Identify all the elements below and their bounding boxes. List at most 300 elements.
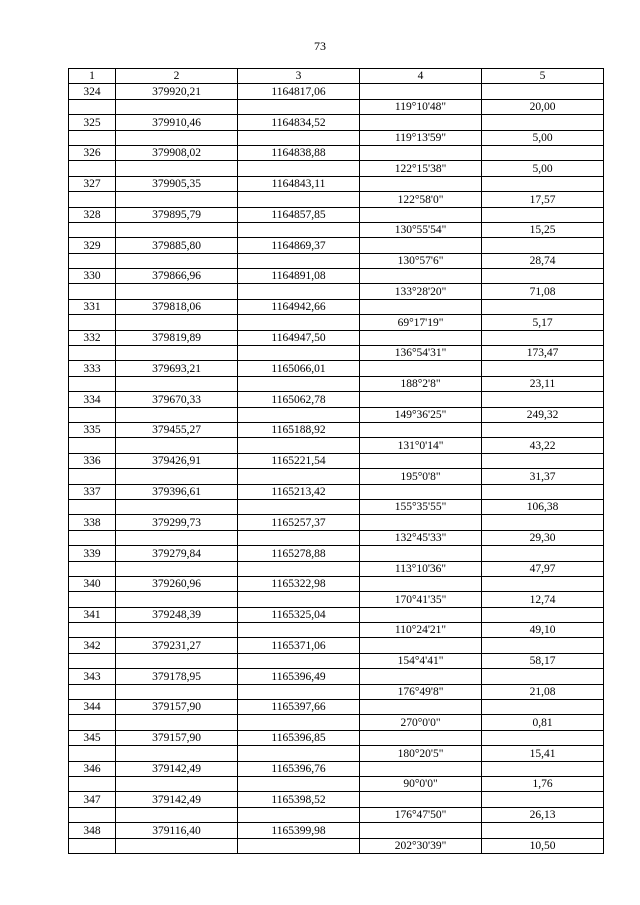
empty-cell: [69, 222, 116, 237]
distance-cell: 5,00: [482, 161, 604, 176]
segment-row: [69, 438, 604, 453]
coordinates-table: [68, 68, 604, 854]
empty-cell: [482, 453, 604, 468]
point-row: [69, 392, 604, 407]
empty-cell: [238, 376, 360, 391]
direction-angle-cell: 130°55'54": [360, 222, 482, 237]
segment-row: [69, 376, 604, 391]
point-number-cell: 336: [69, 453, 116, 468]
distance-cell: 20,00: [482, 99, 604, 114]
empty-cell: [238, 407, 360, 422]
y-coordinate-cell: 1165062,78: [238, 392, 360, 407]
point-number-cell: 333: [69, 361, 116, 376]
segment-row: [69, 130, 604, 145]
empty-cell: [238, 807, 360, 822]
x-coordinate-cell: 379157,90: [116, 730, 238, 745]
empty-cell: [360, 269, 482, 284]
point-number-cell: 325: [69, 115, 116, 130]
point-row: [69, 730, 604, 745]
empty-cell: [482, 515, 604, 530]
empty-cell: [238, 284, 360, 299]
point-number-cell: 327: [69, 176, 116, 191]
empty-cell: [482, 238, 604, 253]
distance-cell: 15,41: [482, 746, 604, 761]
empty-cell: [482, 823, 604, 838]
distance-cell: 17,57: [482, 192, 604, 207]
y-coordinate-cell: 1165371,06: [238, 638, 360, 653]
segment-row: [69, 284, 604, 299]
direction-angle-cell: 155°35'55": [360, 499, 482, 514]
y-coordinate-cell: 1165322,98: [238, 576, 360, 591]
point-row: [69, 484, 604, 499]
y-coordinate-cell: 1164857,85: [238, 207, 360, 222]
empty-cell: [360, 669, 482, 684]
empty-cell: [360, 238, 482, 253]
point-number-cell: 328: [69, 207, 116, 222]
empty-cell: [69, 715, 116, 730]
empty-cell: [116, 623, 238, 638]
empty-cell: [482, 607, 604, 622]
distance-cell: 0,81: [482, 715, 604, 730]
empty-cell: [360, 115, 482, 130]
empty-cell: [69, 99, 116, 114]
empty-cell: [360, 546, 482, 561]
empty-cell: [482, 422, 604, 437]
empty-cell: [69, 561, 116, 576]
x-coordinate-cell: 379142,49: [116, 792, 238, 807]
empty-cell: [360, 484, 482, 499]
empty-cell: [360, 515, 482, 530]
empty-cell: [69, 838, 116, 853]
empty-cell: [116, 746, 238, 761]
empty-cell: [360, 453, 482, 468]
direction-angle-cell: 170°41'35": [360, 592, 482, 607]
segment-row: [69, 623, 604, 638]
empty-cell: [69, 253, 116, 268]
x-coordinate-cell: 379819,89: [116, 330, 238, 345]
empty-cell: [69, 530, 116, 545]
empty-cell: [482, 361, 604, 376]
y-coordinate-cell: 1165397,66: [238, 700, 360, 715]
point-number-cell: 345: [69, 730, 116, 745]
empty-cell: [238, 746, 360, 761]
point-row: [69, 515, 604, 530]
column-header-1: 1: [69, 69, 116, 84]
point-number-cell: 343: [69, 669, 116, 684]
empty-cell: [360, 607, 482, 622]
x-coordinate-cell: 379818,06: [116, 299, 238, 314]
segment-row: [69, 99, 604, 114]
empty-cell: [482, 730, 604, 745]
empty-cell: [116, 99, 238, 114]
empty-cell: [238, 592, 360, 607]
point-row: [69, 669, 604, 684]
x-coordinate-cell: 379142,49: [116, 761, 238, 776]
point-number-cell: 329: [69, 238, 116, 253]
y-coordinate-cell: 1164838,88: [238, 145, 360, 160]
direction-angle-cell: 270°0'0": [360, 715, 482, 730]
empty-cell: [116, 838, 238, 853]
empty-cell: [360, 84, 482, 99]
point-row: [69, 84, 604, 99]
empty-cell: [238, 161, 360, 176]
x-coordinate-cell: 379910,46: [116, 115, 238, 130]
segment-row: [69, 746, 604, 761]
empty-cell: [360, 700, 482, 715]
empty-cell: [360, 730, 482, 745]
empty-cell: [116, 438, 238, 453]
point-row: [69, 207, 604, 222]
point-row: [69, 607, 604, 622]
direction-angle-cell: 122°15'38": [360, 161, 482, 176]
empty-cell: [69, 499, 116, 514]
x-coordinate-cell: 379455,27: [116, 422, 238, 437]
point-row: [69, 761, 604, 776]
empty-cell: [238, 838, 360, 853]
distance-cell: 49,10: [482, 623, 604, 638]
distance-cell: 47,97: [482, 561, 604, 576]
empty-cell: [69, 746, 116, 761]
empty-cell: [360, 638, 482, 653]
segment-row: [69, 653, 604, 668]
segment-row: [69, 469, 604, 484]
point-number-cell: 326: [69, 145, 116, 160]
point-row: [69, 361, 604, 376]
empty-cell: [238, 192, 360, 207]
distance-cell: 28,74: [482, 253, 604, 268]
empty-cell: [482, 392, 604, 407]
point-number-cell: 340: [69, 576, 116, 591]
x-coordinate-cell: 379866,96: [116, 269, 238, 284]
empty-cell: [482, 269, 604, 284]
segment-row: [69, 407, 604, 422]
x-coordinate-cell: 379670,33: [116, 392, 238, 407]
empty-cell: [360, 361, 482, 376]
y-coordinate-cell: 1164891,08: [238, 269, 360, 284]
direction-angle-cell: 113°10'36": [360, 561, 482, 576]
empty-cell: [69, 161, 116, 176]
y-coordinate-cell: 1165221,54: [238, 453, 360, 468]
empty-cell: [238, 623, 360, 638]
segment-row: [69, 346, 604, 361]
empty-cell: [116, 776, 238, 791]
empty-cell: [482, 145, 604, 160]
segment-row: [69, 253, 604, 268]
column-header-5: 5: [482, 69, 604, 84]
point-row: [69, 269, 604, 284]
x-coordinate-cell: 379279,84: [116, 546, 238, 561]
distance-cell: 21,08: [482, 684, 604, 699]
y-coordinate-cell: 1165396,49: [238, 669, 360, 684]
empty-cell: [482, 669, 604, 684]
empty-cell: [116, 592, 238, 607]
point-row: [69, 546, 604, 561]
y-coordinate-cell: 1165213,42: [238, 484, 360, 499]
empty-cell: [69, 623, 116, 638]
y-coordinate-cell: 1165399,98: [238, 823, 360, 838]
distance-cell: 71,08: [482, 284, 604, 299]
y-coordinate-cell: 1165257,37: [238, 515, 360, 530]
x-coordinate-cell: 379116,40: [116, 823, 238, 838]
y-coordinate-cell: 1165398,52: [238, 792, 360, 807]
empty-cell: [482, 792, 604, 807]
empty-cell: [116, 469, 238, 484]
empty-cell: [360, 392, 482, 407]
direction-angle-cell: 119°10'48": [360, 99, 482, 114]
point-row: [69, 422, 604, 437]
x-coordinate-cell: 379693,21: [116, 361, 238, 376]
empty-cell: [116, 161, 238, 176]
distance-cell: 23,11: [482, 376, 604, 391]
x-coordinate-cell: 379299,73: [116, 515, 238, 530]
empty-cell: [238, 684, 360, 699]
point-number-cell: 324: [69, 84, 116, 99]
empty-cell: [482, 299, 604, 314]
segment-row: [69, 499, 604, 514]
y-coordinate-cell: 1164834,52: [238, 115, 360, 130]
empty-cell: [69, 346, 116, 361]
y-coordinate-cell: 1165278,88: [238, 546, 360, 561]
direction-angle-cell: 188°2'8": [360, 376, 482, 391]
point-number-cell: 331: [69, 299, 116, 314]
point-number-cell: 344: [69, 700, 116, 715]
distance-cell: 29,30: [482, 530, 604, 545]
segment-row: [69, 561, 604, 576]
direction-angle-cell: 130°57'6": [360, 253, 482, 268]
empty-cell: [116, 653, 238, 668]
point-number-cell: 332: [69, 330, 116, 345]
empty-cell: [482, 484, 604, 499]
point-number-cell: 339: [69, 546, 116, 561]
point-row: [69, 115, 604, 130]
x-coordinate-cell: 379895,79: [116, 207, 238, 222]
empty-cell: [238, 438, 360, 453]
segment-row: [69, 315, 604, 330]
direction-angle-cell: 180°20'5": [360, 746, 482, 761]
segment-row: [69, 776, 604, 791]
empty-cell: [69, 130, 116, 145]
empty-cell: [238, 653, 360, 668]
x-coordinate-cell: 379908,02: [116, 145, 238, 160]
point-row: [69, 576, 604, 591]
column-header-4: 4: [360, 69, 482, 84]
empty-cell: [69, 592, 116, 607]
empty-cell: [238, 715, 360, 730]
x-coordinate-cell: 379260,96: [116, 576, 238, 591]
y-coordinate-cell: 1164947,50: [238, 330, 360, 345]
direction-angle-cell: 119°13'59": [360, 130, 482, 145]
column-header-3: 3: [238, 69, 360, 84]
direction-angle-cell: 136°54'31": [360, 346, 482, 361]
distance-cell: 10,50: [482, 838, 604, 853]
point-row: [69, 238, 604, 253]
empty-cell: [116, 530, 238, 545]
distance-cell: 249,32: [482, 407, 604, 422]
empty-cell: [238, 561, 360, 576]
empty-cell: [360, 299, 482, 314]
distance-cell: 31,37: [482, 469, 604, 484]
segment-row: [69, 222, 604, 237]
point-row: [69, 792, 604, 807]
point-row: [69, 330, 604, 345]
direction-angle-cell: 110°24'21": [360, 623, 482, 638]
point-row: [69, 453, 604, 468]
segment-row: [69, 715, 604, 730]
empty-cell: [482, 176, 604, 191]
direction-angle-cell: 69°17'19": [360, 315, 482, 330]
point-row: [69, 145, 604, 160]
empty-cell: [69, 807, 116, 822]
empty-cell: [238, 346, 360, 361]
distance-cell: 26,13: [482, 807, 604, 822]
empty-cell: [69, 469, 116, 484]
empty-cell: [482, 638, 604, 653]
empty-cell: [116, 346, 238, 361]
x-coordinate-cell: 379248,39: [116, 607, 238, 622]
empty-cell: [360, 176, 482, 191]
point-row: [69, 299, 604, 314]
empty-cell: [360, 145, 482, 160]
y-coordinate-cell: 1165066,01: [238, 361, 360, 376]
point-row: [69, 823, 604, 838]
empty-cell: [482, 115, 604, 130]
distance-cell: 5,17: [482, 315, 604, 330]
point-number-cell: 337: [69, 484, 116, 499]
empty-cell: [116, 715, 238, 730]
direction-angle-cell: 176°47'50": [360, 807, 482, 822]
point-number-cell: 334: [69, 392, 116, 407]
y-coordinate-cell: 1164869,37: [238, 238, 360, 253]
empty-cell: [69, 192, 116, 207]
point-number-cell: 335: [69, 422, 116, 437]
distance-cell: 173,47: [482, 346, 604, 361]
segment-row: [69, 807, 604, 822]
segment-row: [69, 192, 604, 207]
empty-cell: [69, 376, 116, 391]
empty-cell: [69, 407, 116, 422]
x-coordinate-cell: 379231,27: [116, 638, 238, 653]
y-coordinate-cell: 1165188,92: [238, 422, 360, 437]
y-coordinate-cell: 1165396,85: [238, 730, 360, 745]
distance-cell: 58,17: [482, 653, 604, 668]
empty-cell: [238, 315, 360, 330]
direction-angle-cell: 149°36'25": [360, 407, 482, 422]
distance-cell: 15,25: [482, 222, 604, 237]
empty-cell: [482, 546, 604, 561]
y-coordinate-cell: 1165325,04: [238, 607, 360, 622]
empty-cell: [116, 376, 238, 391]
empty-cell: [116, 684, 238, 699]
x-coordinate-cell: 379396,61: [116, 484, 238, 499]
empty-cell: [116, 561, 238, 576]
page-number: 73: [314, 39, 326, 53]
point-number-cell: 342: [69, 638, 116, 653]
empty-cell: [482, 700, 604, 715]
empty-cell: [238, 469, 360, 484]
x-coordinate-cell: 379885,80: [116, 238, 238, 253]
empty-cell: [238, 130, 360, 145]
empty-cell: [238, 499, 360, 514]
direction-angle-cell: 176°49'8": [360, 684, 482, 699]
empty-cell: [69, 653, 116, 668]
point-row: [69, 700, 604, 715]
segment-row: [69, 530, 604, 545]
empty-cell: [238, 776, 360, 791]
point-number-cell: 338: [69, 515, 116, 530]
empty-cell: [116, 130, 238, 145]
direction-angle-cell: 131°0'14": [360, 438, 482, 453]
empty-cell: [69, 315, 116, 330]
empty-cell: [360, 823, 482, 838]
segment-row: [69, 838, 604, 853]
empty-cell: [482, 761, 604, 776]
empty-cell: [69, 438, 116, 453]
point-row: [69, 176, 604, 191]
x-coordinate-cell: 379157,90: [116, 700, 238, 715]
empty-cell: [482, 330, 604, 345]
y-coordinate-cell: 1164817,06: [238, 84, 360, 99]
y-coordinate-cell: 1165396,76: [238, 761, 360, 776]
empty-cell: [116, 192, 238, 207]
point-number-cell: 347: [69, 792, 116, 807]
empty-cell: [116, 284, 238, 299]
x-coordinate-cell: 379905,35: [116, 176, 238, 191]
point-number-cell: 346: [69, 761, 116, 776]
point-number-cell: 341: [69, 607, 116, 622]
empty-cell: [238, 222, 360, 237]
point-number-cell: 348: [69, 823, 116, 838]
direction-angle-cell: 195°0'8": [360, 469, 482, 484]
empty-cell: [482, 576, 604, 591]
empty-cell: [69, 284, 116, 299]
x-coordinate-cell: 379178,95: [116, 669, 238, 684]
empty-cell: [360, 576, 482, 591]
distance-cell: 12,74: [482, 592, 604, 607]
empty-cell: [482, 207, 604, 222]
empty-cell: [482, 84, 604, 99]
point-number-cell: 330: [69, 269, 116, 284]
empty-cell: [360, 207, 482, 222]
x-coordinate-cell: 379426,91: [116, 453, 238, 468]
segment-row: [69, 592, 604, 607]
empty-cell: [116, 315, 238, 330]
empty-cell: [360, 330, 482, 345]
distance-cell: 5,00: [482, 130, 604, 145]
empty-cell: [360, 792, 482, 807]
empty-cell: [69, 684, 116, 699]
x-coordinate-cell: 379920,21: [116, 84, 238, 99]
direction-angle-cell: 154°4'41": [360, 653, 482, 668]
direction-angle-cell: 122°58'0": [360, 192, 482, 207]
table-header-row: [69, 69, 604, 84]
y-coordinate-cell: 1164843,11: [238, 176, 360, 191]
distance-cell: 106,38: [482, 499, 604, 514]
empty-cell: [238, 530, 360, 545]
empty-cell: [116, 499, 238, 514]
empty-cell: [360, 422, 482, 437]
direction-angle-cell: 132°45'33": [360, 530, 482, 545]
distance-cell: 1,76: [482, 776, 604, 791]
empty-cell: [116, 253, 238, 268]
direction-angle-cell: 90°0'0": [360, 776, 482, 791]
empty-cell: [238, 253, 360, 268]
direction-angle-cell: 202°30'39": [360, 838, 482, 853]
empty-cell: [116, 807, 238, 822]
empty-cell: [69, 776, 116, 791]
direction-angle-cell: 133°28'20": [360, 284, 482, 299]
empty-cell: [116, 407, 238, 422]
segment-row: [69, 161, 604, 176]
